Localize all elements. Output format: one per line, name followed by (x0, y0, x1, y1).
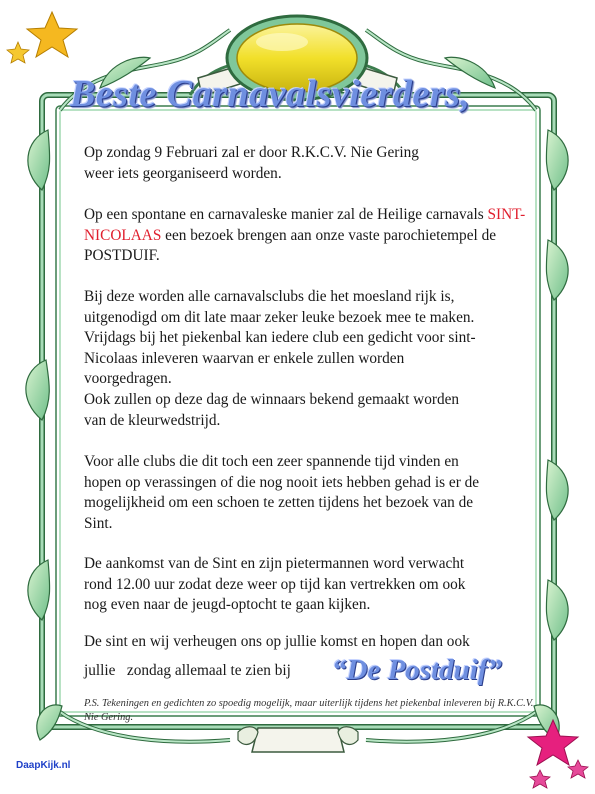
text-line: hopen op verassingen of die nog nooit iets hebben gehad is er de (84, 473, 480, 491)
signature-de-postduif: “De Postduif” (332, 654, 502, 686)
text-line: De aankomst van de Sint en zijn pietermannen word verwacht (84, 555, 465, 572)
text-line: rond 12.00 uur zodat deze weer op tijd kan vertrekken om ook (84, 575, 466, 593)
paragraph-visit (84, 205, 544, 267)
star-icon (7, 42, 29, 63)
paragraph-arrival (84, 554, 544, 616)
text-line: Nicolaas inleveren waarvan er enkele zullen worden (84, 349, 405, 367)
text-line: Bij deze worden alle carnavalsclubs die het moesland rijk is, (84, 288, 455, 305)
paragraph-date (84, 143, 544, 184)
star-icon (27, 12, 77, 57)
paragraph-shoe (84, 452, 544, 534)
text-line: Sint. (84, 514, 113, 532)
text-line: weer iets georganiseerd worden. (84, 164, 282, 182)
page-heading: Beste Carnavalsvierders, (70, 73, 471, 115)
text-line: mogelijkheid om een schoen te zetten tijdens het bezoek van de (84, 494, 474, 512)
text-line: van de kleurwedstrijd. (84, 411, 221, 429)
text-line: Vrijdags bij het piekenbal kan iedere club een gedicht voor sint- (84, 329, 476, 347)
text-line: Op zondag 9 Februari zal er door R.K.C.V. Nie Gering (84, 144, 419, 161)
text-line: Ook zullen op deze dag de winnaars bekend gemaakt worden (84, 390, 460, 408)
text-line: voorgedragen. (84, 370, 172, 388)
text-span: Op een spontane en carnavaleske manier zal de Heilige carnavals (84, 206, 488, 223)
highlight-sint-nicolaas: SINT-NICOLAAS (84, 206, 526, 244)
text-line: uitgenodigd om dit late maar zeker leuke bezoek mee te maken. (84, 308, 475, 326)
text-line: Voor alle clubs die dit toch een zeer spannende tijd vinden en (84, 453, 459, 470)
text-line: nog even naar de jeugd-optocht te gaan kijken. (84, 596, 371, 614)
text-line: jullie zondag allemaal te zien bij (84, 661, 291, 679)
postscript: P.S. Tekeningen en gedichten zo spoedig mogelijk, maar uiterlijk tijdens het piekenbal inleveren bij R.K.C.V. Nie Gering. (84, 698, 534, 723)
text-span: een bezoek brengen aan onze vaste parochietempel de POSTDUIF. (84, 226, 497, 265)
site-logo: DaapKijk.nl (16, 760, 71, 771)
text-line: De sint en wij verheugen ons op jullie komst en hopen dan ook (84, 633, 470, 650)
paragraph-invitation (84, 287, 544, 431)
